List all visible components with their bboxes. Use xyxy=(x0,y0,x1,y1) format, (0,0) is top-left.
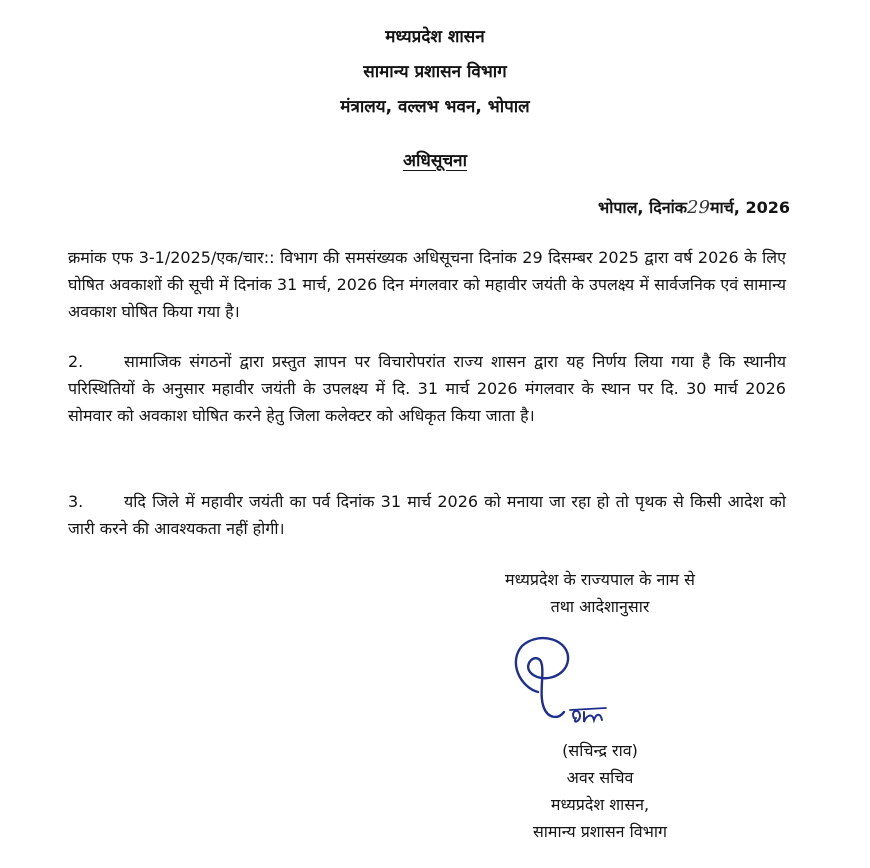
document-title: अधिसूचना xyxy=(403,151,467,171)
signatory-name: (सचिन्द्र राव) xyxy=(562,741,638,760)
date-day-handwritten: 29 xyxy=(687,197,710,218)
header-government: मध्यप्रदेश शासन xyxy=(385,27,485,47)
authority-line-1: मध्यप्रदेश के राज्यपाल के नाम से xyxy=(505,570,695,589)
paragraph-2-number: 2. xyxy=(68,352,84,371)
document-date xyxy=(598,196,790,218)
paragraph-1: क्रमांक एफ 3-1/2025/एक/चार:: विभाग की समसंख्यक अधिसूचना दिनांक 29 दिसम्बर 2025 द्वारा वर्ष 2026 के लिए घोषित अवकाशों की सूची में दिनांक 31 मार्च, 2026 दिन मंगलवार को महावीर जयंती के उपलक्ष्य में सार्वजनिक एवं सामान्य अवकाश घोषित किया गया है। xyxy=(68,248,786,321)
paragraph-3-number: 3. xyxy=(68,492,84,511)
header-address: मंत्रालय, वल्लभ भवन, भोपाल xyxy=(340,97,530,117)
paragraph-3 xyxy=(68,488,786,542)
paragraph-2 xyxy=(68,348,786,429)
header-department: सामान्य प्रशासन विभाग xyxy=(363,62,507,82)
date-prefix: भोपाल, दिनांक xyxy=(597,198,688,217)
signatory-details xyxy=(420,737,780,845)
signatory-department: सामान्य प्रशासन विभाग xyxy=(532,822,668,841)
signature-authority xyxy=(420,566,780,620)
signatory-designation: अवर सचिव xyxy=(566,768,634,787)
handwritten-signature xyxy=(500,632,620,737)
signatory-organisation: मध्यप्रदेश शासन, xyxy=(550,795,650,814)
paragraph-3-text: यदि जिले में महावीर जयंती का पर्व दिनांक 31 मार्च 2026 को मनाया जा रहा हो तो पृथक से किसी आदेश को जारी करने की आवश्यकता नहीं होगी। xyxy=(68,492,786,538)
paragraph-2-text: सामाजिक संगठनों द्वारा प्रस्तुत ज्ञापन पर विचारोपरांत राज्य शासन द्वारा यह निर्णय लिया गया है कि स्थानीय परिस्थितियों के अनुसार महावीर जयंती के उपलक्ष्य में दि. 31 मार्च 2026 मंगलवार के स्थान पर दि. 30 मार्च 2026 सोमवार को अवकाश घोषित करने हेतु जिला कलेक्टर को अधिकृत किया जाता है। xyxy=(68,352,786,425)
authority-line-2: तथा आदेशानुसार xyxy=(550,597,650,616)
date-suffix: मार्च, 2026 xyxy=(709,198,790,217)
